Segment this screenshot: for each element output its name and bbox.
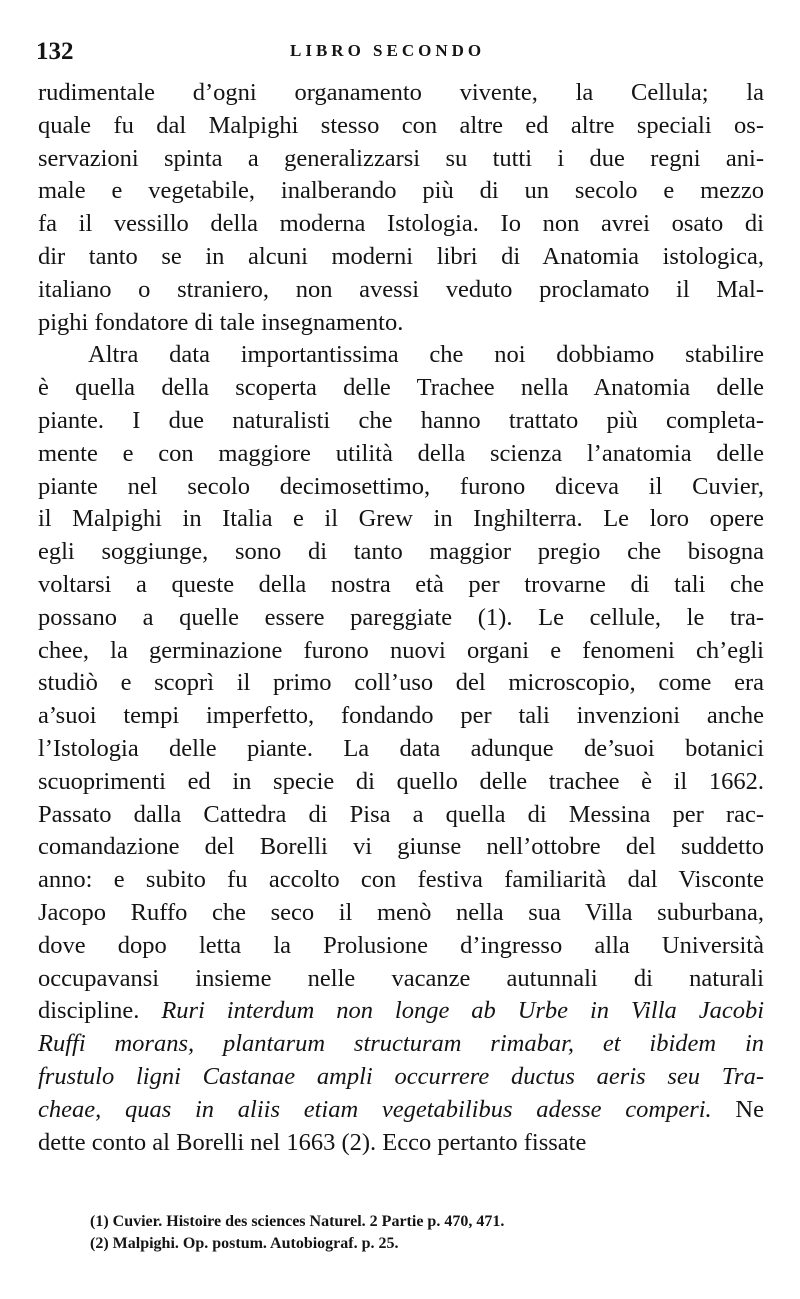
text-line [38,339,764,372]
italic-quote: cheae, quas in aliis etiam vegetabilibus adesse comperi. [38,1095,712,1123]
text-line [38,799,764,832]
text-segment: egli soggiunge, sono di tanto maggior pregio che bisogna [38,538,764,566]
text-segment: rudimentale d’ogni organamento vivente, la Cellula; la [38,79,764,106]
italic-quote: frustulo ligni Castanae ampli occurrere ductus aeris seu Tra- [38,1062,764,1090]
text-segment: comandazione del Borelli vi giunse nell’ottobre del suddetto [38,833,764,861]
text-line [38,1094,764,1127]
text-segment: occupavansi insieme nelle vacanze autunnali di naturali [38,964,764,992]
text-line [38,569,764,602]
text-segment: servazioni spinta a generalizzarsi su tutti i due regni ani- [38,144,764,172]
text-segment: fa il vessillo della moderna Istologia. Io non avrei osato di [38,210,764,238]
text-line [38,405,764,438]
text-segment: pighi fondatore di tale insegnamento. [38,308,404,336]
text-line [38,635,764,668]
text-segment: anno: e subito fu accolto con festiva familiarità dal Visconte [38,866,764,894]
text-segment: Jacopo Ruffo che seco il menò nella sua Villa suburbana, [38,898,764,926]
text-segment: piante. I due naturalisti che hanno trattato più completa- [38,406,764,434]
text-segment: italiano o straniero, non avessi veduto proclamato il Mal- [38,275,764,303]
text-line [38,77,764,110]
text-segment: piante nel secolo decimosettimo, furono diceva il Cuvier, [38,472,764,500]
text-segment: mente e con maggiore utilità della scienza l’anatomia delle [38,439,764,467]
running-head: LIBRO SECONDO [290,41,486,60]
text-line [38,766,764,799]
text-line [38,897,764,930]
text-segment: a’suoi tempi imperfetto, fondando per tali invenzioni anche [38,702,764,730]
text-segment: l’Istologia delle piante. La data adunque de’suoi botanici [38,734,764,762]
text-line [38,471,764,504]
footnote-2: (2) Malpighi. Op. postum. Autobiograf. p. 25. [90,1235,399,1252]
text-segment: dir tanto se in alcuni moderni libri di Anatomia istologica, [38,242,764,270]
text-line [38,208,764,241]
text-line [38,667,764,700]
text-line [38,1028,764,1061]
text-line [38,438,764,471]
text-segment: voltarsi a queste della nostra età per trovarne di tali che [38,570,764,598]
text-line [38,930,764,963]
italic-quote: Ruri interdum non longe ab Urbe in Villa Jacobi [161,997,764,1025]
text-segment: studiò e scoprì il primo coll’uso del microscopio, come era [38,669,764,697]
text-line [38,864,764,897]
text-line [38,1127,764,1160]
body-text [38,77,764,1159]
text-segment: il Malpighi in Italia e il Grew in Inghilterra. Le loro opere [38,505,764,533]
page-header [0,38,800,66]
text-segment: Altra data importantissima che noi dobbiamo stabilire [88,341,764,369]
text-segment: discipline. [38,997,162,1025]
text-segment: dove dopo letta la Prolusione d’ingresso alla Università [38,931,764,959]
text-line [38,503,764,536]
text-segment: è quella della scoperta delle Trachee nella Anatomia delle [38,374,764,402]
text-line [38,372,764,405]
text-segment: Passato dalla Cattedra di Pisa a quella di Messina per rac- [38,800,764,828]
text-segment: possano a quelle essere pareggiate (1). Le cellule, le tra- [38,603,764,631]
text-line [38,241,764,274]
text-segment: quale fu dal Malpighi stesso con altre ed altre speciali os- [38,111,764,139]
footnote-1: (1) Cuvier. Histoire des sciences Naturel. 2 Partie p. 470, 471. [90,1213,505,1230]
text-line [38,831,764,864]
text-line [38,143,764,176]
text-segment: scuoprimenti ed in specie di quello delle trachee è il 1662. [38,767,764,795]
text-line [38,1061,764,1094]
text-line [38,963,764,996]
text-segment: male e vegetabile, inalberando più di un secolo e mezzo [38,177,764,205]
text-line [38,602,764,635]
text-line [38,995,764,1028]
text-line [38,175,764,208]
italic-quote: Ruffi morans, plantarum structuram rimabar, et ibidem in [38,1030,764,1058]
text-line [38,307,764,340]
text-line [38,274,764,307]
text-line [38,536,764,569]
text-segment: Ne [711,1095,764,1123]
text-line [38,110,764,143]
text-line [38,700,764,733]
text-segment: chee, la germinazione furono nuovi organi e fenomeni ch’egli [38,636,764,664]
text-line [38,733,764,766]
page-number: 132 [36,38,74,65]
footnotes [90,1211,710,1255]
text-segment: dette conto al Borelli nel 1663 (2). Ecco pertanto fissate [38,1128,587,1156]
